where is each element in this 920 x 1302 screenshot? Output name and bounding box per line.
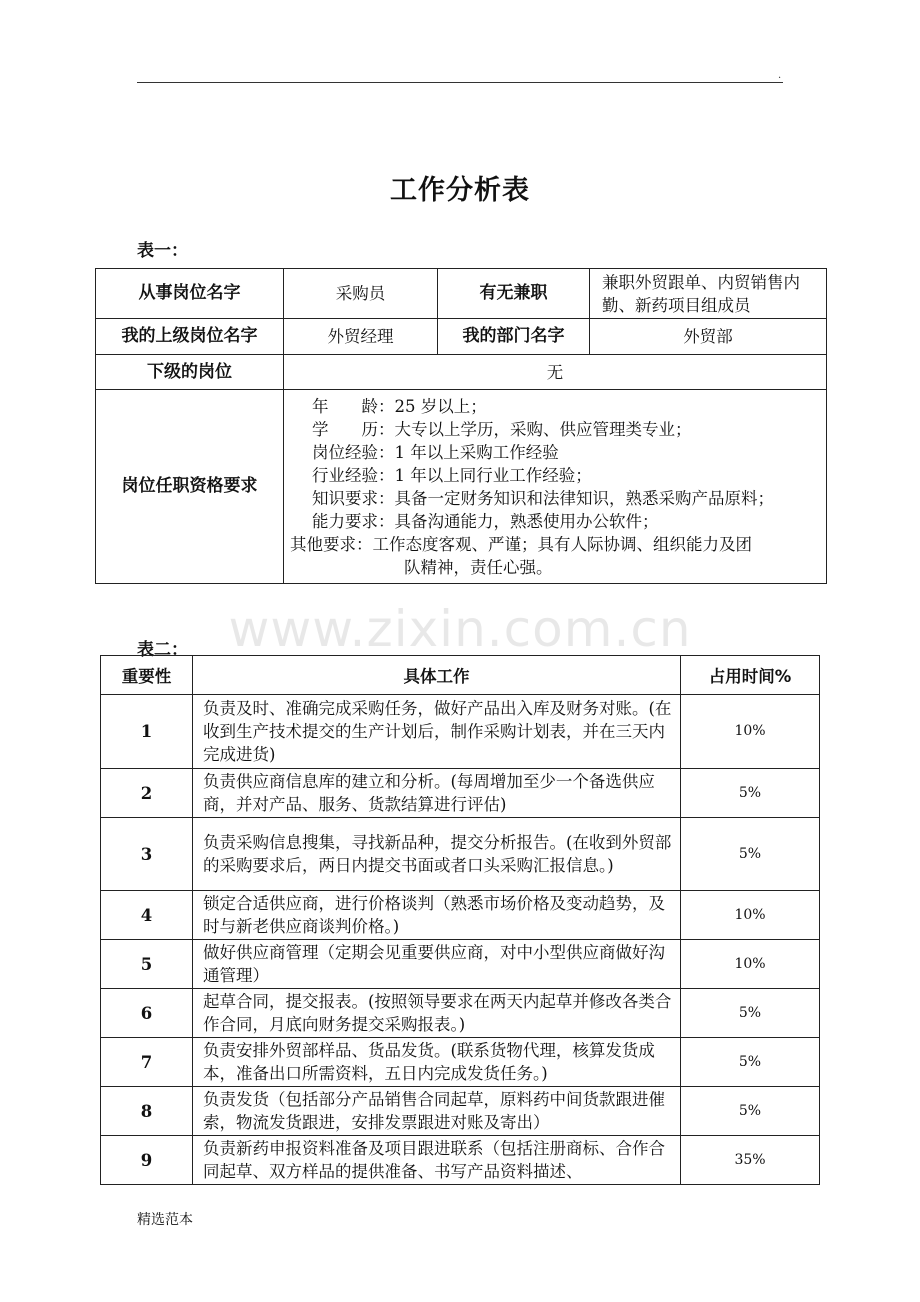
table-row: [101, 891, 820, 940]
row-rank: 4: [101, 891, 193, 940]
watermark: www.zixin.com.cn: [228, 600, 692, 658]
table-row: [101, 818, 820, 891]
table-row: [101, 1087, 820, 1136]
row-time: 10%: [681, 695, 820, 769]
part-time-label: 有无兼职: [438, 269, 590, 319]
subordinate-label: 下级的岗位: [96, 355, 284, 390]
subordinate-value: 无: [284, 355, 827, 390]
row-time: 5%: [681, 769, 820, 818]
footer-text: 精选范本: [137, 1212, 193, 1228]
row-rank: 8: [101, 1087, 193, 1136]
row-work: 起草合同，提交报表。(按照领导要求在两天内起草并修改各类合作合同，月底向财务提交采购报表。): [193, 989, 681, 1038]
requirement-other: 其他要求：工作态度客观、严谨；具有人际协调、组织能力及团: [290, 534, 752, 554]
table-row: [101, 940, 820, 989]
requirements-list: [284, 390, 827, 584]
row-work: 做好供应商管理（定期会见重要供应商，对中小型供应商做好沟通管理）: [193, 940, 681, 989]
job-info-table: [95, 268, 827, 584]
row-time: 10%: [681, 891, 820, 940]
row-time: 5%: [681, 818, 820, 891]
superior-label: 我的上级岗位名字: [96, 319, 284, 355]
row-rank: 5: [101, 940, 193, 989]
table-row: [101, 769, 820, 818]
row-time: 5%: [681, 1038, 820, 1087]
header-time-percent: 占用时间%: [681, 656, 820, 695]
header-rule: [137, 82, 783, 83]
row-work: 负责供应商信息库的建立和分析。(每周增加至少一个备选供应商，并对产品、服务、货款结算进行评估): [193, 769, 681, 818]
requirement-education: 学 历：大专以上学历，采购、供应管理类专业；: [312, 419, 692, 439]
table2-label: 表二：: [137, 640, 188, 660]
requirement-ability: 能力要求：具备沟通能力，熟悉使用办公软件；: [312, 511, 659, 531]
header-work: 具体工作: [193, 656, 681, 695]
table-row: [101, 695, 820, 769]
requirement-position-experience: 岗位经验：1 年以上采购工作经验: [312, 442, 559, 462]
department-label: 我的部门名字: [438, 319, 590, 355]
work-tasks-table: [100, 655, 820, 1185]
requirements-label: 岗位任职资格要求: [96, 390, 284, 584]
requirement-age: 年 龄：25 岁以上；: [312, 396, 487, 416]
row-time: 35%: [681, 1136, 820, 1185]
table1-label: 表一：: [137, 241, 188, 261]
row-rank: 6: [101, 989, 193, 1038]
requirement-other-continued: 队精神，责任心强。: [404, 557, 553, 577]
department-value: 外贸部: [590, 319, 827, 355]
row-work: 负责新药申报资料准备及项目跟进联系（包括注册商标、合作合同起草、双方样品的提供准备、书写产品资料描述、: [193, 1136, 681, 1185]
superior-value: 外贸经理: [284, 319, 438, 355]
position-name-value: 采购员: [284, 269, 438, 319]
requirement-industry-experience: 行业经验：1 年以上同行业工作经验；: [312, 465, 592, 485]
row-rank: 1: [101, 695, 193, 769]
row-time: 5%: [681, 989, 820, 1038]
page-title: 工作分析表: [390, 175, 530, 206]
header-importance: 重要性: [101, 656, 193, 695]
row-rank: 3: [101, 818, 193, 891]
row-work: 负责及时、准确完成采购任务，做好产品出入库及财务对账。(在收到生产技术提交的生产计划后，制作采购计划表，并在三天内完成进货): [193, 695, 681, 769]
row-rank: 2: [101, 769, 193, 818]
position-name-label: 从事岗位名字: [96, 269, 284, 319]
row-rank: 9: [101, 1136, 193, 1185]
table-row: [101, 989, 820, 1038]
row-work: 负责采购信息搜集，寻找新品种，提交分析报告。(在收到外贸部的采购要求后，两日内提交书面或者口头采购汇报信息。): [193, 818, 681, 891]
table-row: [101, 1038, 820, 1087]
row-work: 锁定合适供应商，进行价格谈判（熟悉市场价格及变动趋势，及时与新老供应商谈判价格。): [193, 891, 681, 940]
header-mark: .: [778, 70, 782, 81]
row-time: 5%: [681, 1087, 820, 1136]
row-time: 10%: [681, 940, 820, 989]
row-rank: 7: [101, 1038, 193, 1087]
row-work: 负责发货（包括部分产品销售合同起草，原料药中间货款跟进催索，物流发货跟进，安排发票跟进对账及寄出）: [193, 1087, 681, 1136]
part-time-value: 兼职外贸跟单、内贸销售内勤、新药项目组成员: [590, 269, 827, 319]
table-row: [101, 1136, 820, 1185]
requirement-knowledge: 知识要求：具备一定财务知识和法律知识，熟悉采购产品原料；: [312, 488, 774, 508]
row-work: 负责安排外贸部样品、货品发货。(联系货物代理，核算发货成本，准备出口所需资料，五日内完成发货任务。): [193, 1038, 681, 1087]
